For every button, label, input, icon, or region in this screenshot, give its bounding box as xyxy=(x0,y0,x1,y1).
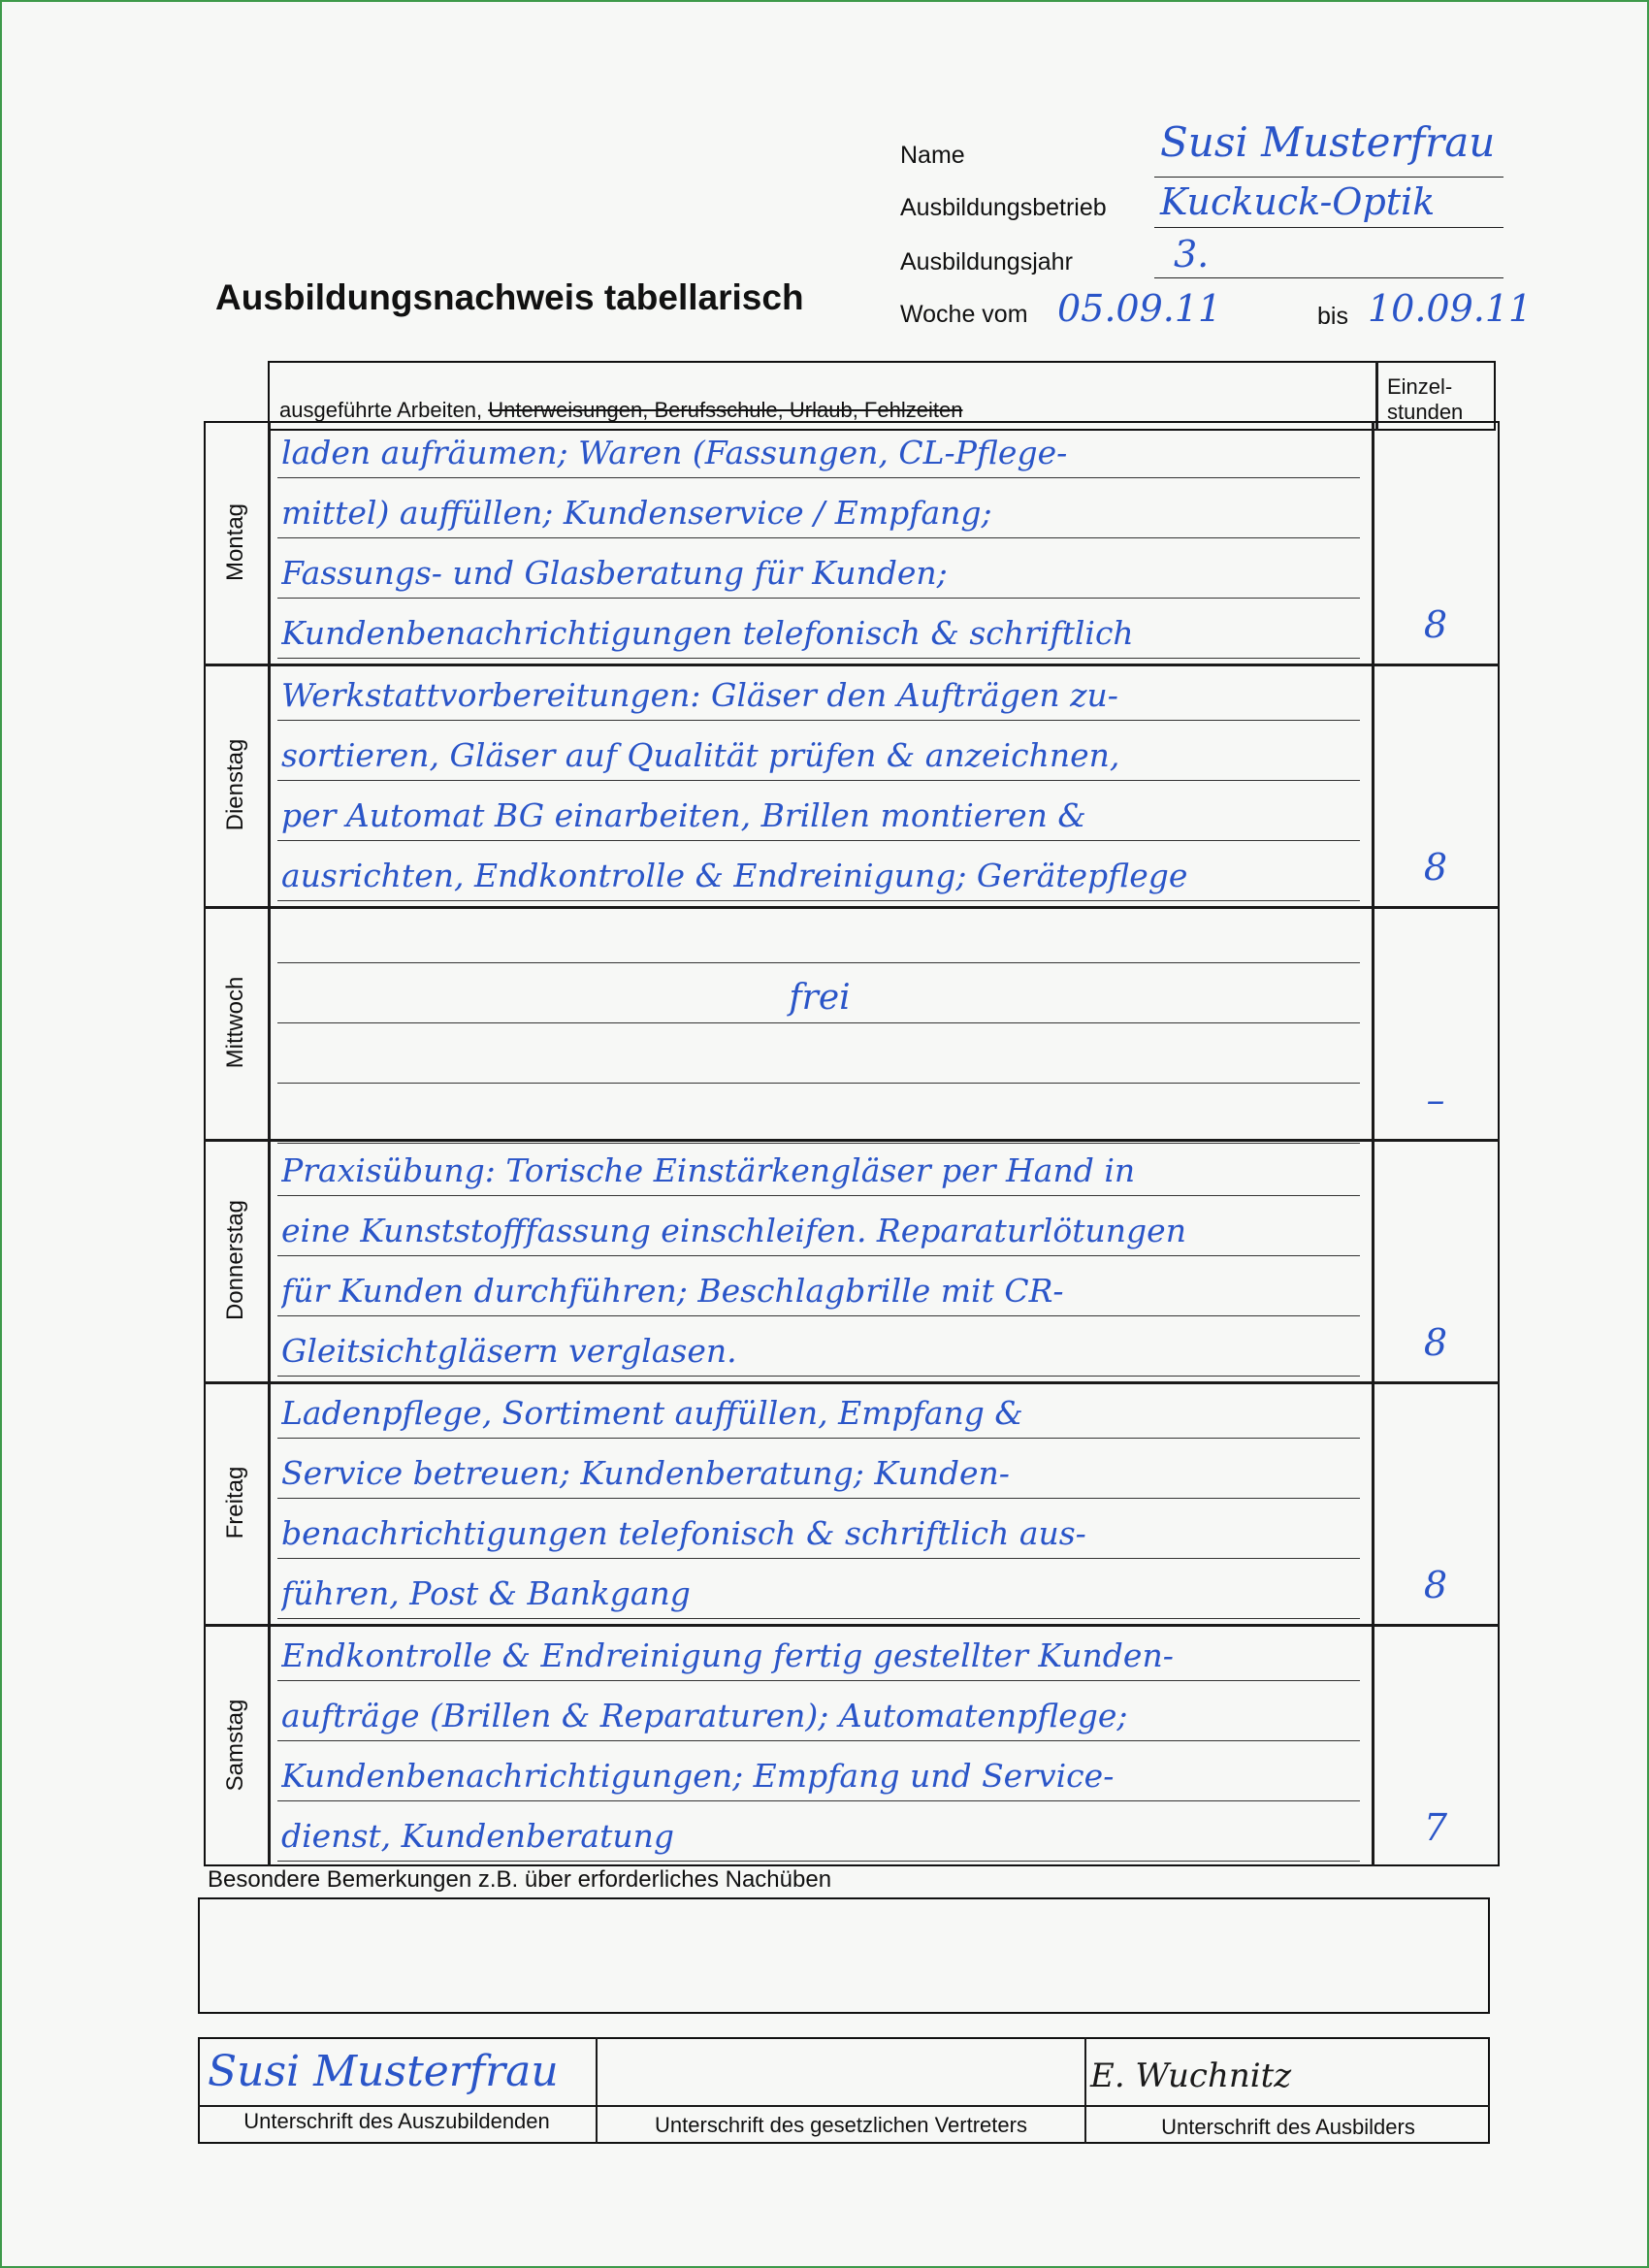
entry-line-text: Praxisübung: Torische Einstärkengläser per Hand in xyxy=(281,1151,1136,1189)
year-label: Ausbildungsjahr xyxy=(900,248,1073,275)
entry-line-text: Werkstattvorbereitungen: Gläser den Aufträgen zu- xyxy=(281,676,1118,714)
year-value: 3. xyxy=(1174,233,1210,275)
entry-line-text: per Automat BG einarbeiten, Brillen montieren & xyxy=(281,796,1086,834)
week-to-label: bis xyxy=(1317,303,1348,330)
day-label-dienstag: Dienstag xyxy=(222,738,248,831)
hours-value: 7 xyxy=(1423,1806,1448,1849)
day-label-samstag: Samstag xyxy=(222,1699,248,1792)
name-underline xyxy=(1154,177,1504,178)
entry-line-text: benachrichtigungen telefonisch & schriftlich aus- xyxy=(281,1514,1086,1552)
entry-line-text: Service betreuen; Kundenberatung; Kunden- xyxy=(281,1454,1010,1492)
entry-line-text: mittel) auffüllen; Kundenservice / Empfang; xyxy=(281,494,992,532)
trainer-signature: E. Wuchnitz xyxy=(1090,2057,1292,2095)
entry-line-text: Kundenbenachrichtigungen; Empfang und Service- xyxy=(281,1757,1115,1795)
name-label: Name xyxy=(900,142,965,169)
entry-line-text: Fassungs- und Glasberatung für Kunden; xyxy=(281,554,948,592)
week-from-label: Woche vom xyxy=(900,301,1028,328)
day-label-donnerstag: Donnerstag xyxy=(222,1199,248,1321)
work-column-header xyxy=(279,398,962,423)
entry-line-text: frei xyxy=(789,978,851,1018)
entry-line-text: für Kunden durchführen; Beschlagbrille mit CR- xyxy=(281,1272,1064,1310)
name-value: Susi Musterfrau xyxy=(1160,118,1496,166)
trainer-signature-label: Unterschrift des Ausbilders xyxy=(1161,2115,1415,2139)
work-header-prefix: ausgeführte Arbeiten, xyxy=(279,398,483,422)
trainee-signature-label: Unterschrift des Auszubildenden xyxy=(243,2109,550,2133)
hours-value: 8 xyxy=(1423,1564,1448,1606)
entry-line-text: Endkontrolle & Endreinigung fertig gestellter Kunden- xyxy=(281,1636,1174,1674)
week-to-value: 10.09.11 xyxy=(1368,287,1533,330)
form-title: Ausbildungsnachweis tabellarisch xyxy=(215,277,804,317)
entry-rule xyxy=(277,962,1360,963)
hours-value: 8 xyxy=(1423,846,1448,889)
work-header-struck: Unterweisungen, Berufsschule, Urlaub, Fehlzeiten xyxy=(488,398,963,422)
company-label: Ausbildungsbetrieb xyxy=(900,194,1107,221)
entry-line-text: Gleitsichtgläsern verglasen. xyxy=(281,1332,737,1370)
hours-column-header xyxy=(1387,374,1463,425)
entry-line-text: Kundenbenachrichtigungen telefonisch & schriftlich xyxy=(281,614,1134,652)
signature-baseline xyxy=(198,2105,1490,2107)
company-value: Kuckuck-Optik xyxy=(1160,180,1436,223)
year-underline xyxy=(1154,277,1504,278)
entry-line-text: dienst, Kundenberatung xyxy=(281,1817,674,1855)
entry-line-text: sortieren, Gläser auf Qualität prüfen & anzeichnen, xyxy=(281,736,1120,774)
day-label-montag: Montag xyxy=(222,502,248,582)
hours-value: 8 xyxy=(1423,603,1448,646)
company-underline xyxy=(1154,227,1504,228)
entry-line-text: laden aufräumen; Waren (Fassungen, CL-Pflege- xyxy=(281,434,1068,471)
entry-line-text: eine Kunststofffassung einschleifen. Reparaturlötungen xyxy=(281,1212,1186,1249)
row-separator xyxy=(204,906,1500,909)
entry-line-text: führen, Post & Bankgang xyxy=(281,1574,691,1612)
trainee-signature: Susi Musterfrau xyxy=(208,2047,559,2096)
day-column-divider xyxy=(268,421,271,1866)
day-label-freitag: Freitag xyxy=(222,1466,248,1539)
week-from-value: 05.09.11 xyxy=(1057,287,1222,330)
hours-value: – xyxy=(1426,1079,1445,1121)
entry-line-text: Ladenpflege, Sortiment auffüllen, Empfang & xyxy=(281,1394,1023,1432)
hours-header-line2: stunden xyxy=(1387,400,1464,424)
day-label-mittwoch: Mittwoch xyxy=(222,976,248,1069)
hours-header-line1: Einzel- xyxy=(1387,374,1453,399)
entry-rule xyxy=(277,1083,1360,1084)
entry-line-text: aufträge (Brillen & Reparaturen); Automatenpflege; xyxy=(281,1697,1128,1734)
guardian-signature-label: Unterschrift des gesetzlichen Vertreters xyxy=(655,2113,1027,2137)
entry-line-text: ausrichten, Endkontrolle & Endreinigung; Gerätepflege xyxy=(281,857,1188,894)
hours-value: 8 xyxy=(1423,1321,1448,1364)
remarks-label: Besondere Bemerkungen z.B. über erforderliches Nachüben xyxy=(208,1866,832,1893)
remarks-box[interactable] xyxy=(198,1897,1490,2014)
